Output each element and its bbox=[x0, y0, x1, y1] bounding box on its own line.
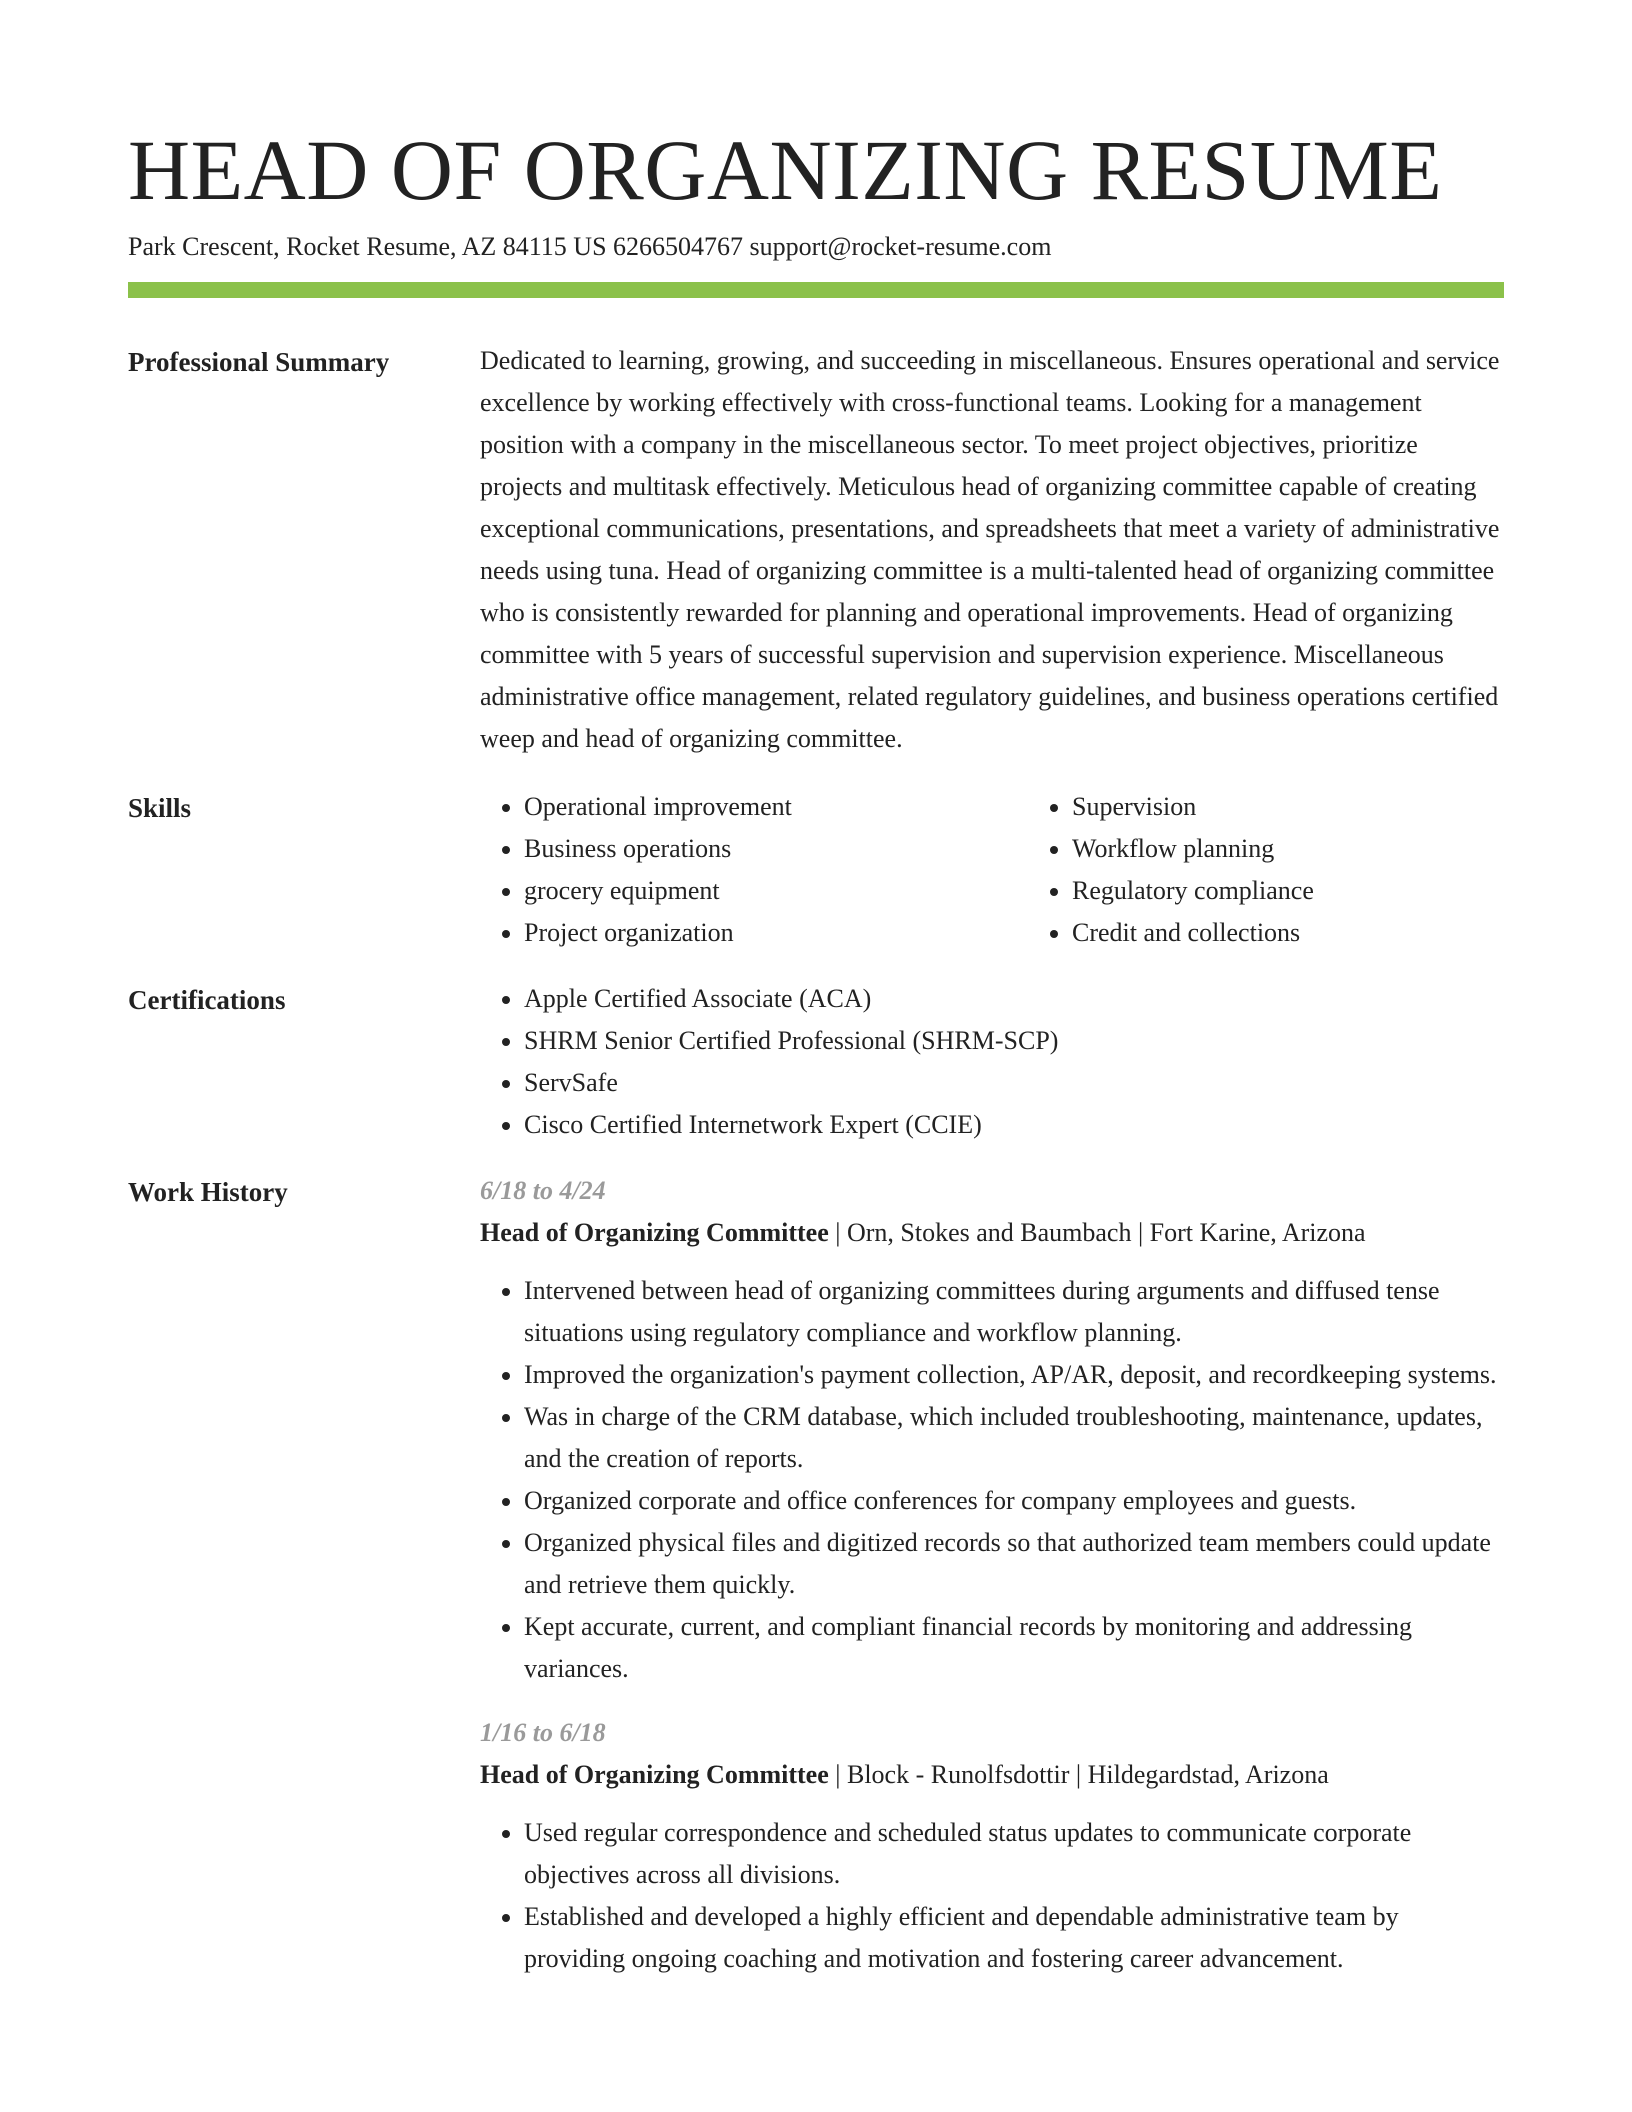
job-bullet: • Intervened between head of organizing committees during arguments and diffused tense situations using regulatory compliance and workflow planning. bbox=[524, 1270, 1504, 1354]
summary-label: Professional Summary bbox=[128, 347, 390, 377]
certification-item: • Apple Certified Associate (ACA) bbox=[524, 978, 1504, 1020]
certifications-content bbox=[480, 986, 1504, 1146]
job-bullet: • Used regular correspondence and scheduled status updates to communicate corporate objectives across all divisions. bbox=[524, 1812, 1504, 1896]
job-heading bbox=[480, 1212, 1504, 1254]
skill-item: • Business operations bbox=[524, 828, 1028, 870]
skills-section bbox=[128, 794, 1504, 954]
job-dates: 6/18 to 4/24 bbox=[480, 1176, 606, 1205]
skills-column-left bbox=[480, 786, 1028, 954]
skill-item: • Project organization bbox=[524, 912, 1028, 954]
skills-content bbox=[480, 794, 1576, 954]
job-role: Head of Organizing Committee bbox=[480, 1218, 829, 1247]
accent-divider bbox=[128, 282, 1504, 298]
certifications-label: Certifications bbox=[128, 985, 286, 1015]
skill-item: • Credit and collections bbox=[1072, 912, 1576, 954]
skills-grid bbox=[480, 786, 1576, 954]
job-bullet-list bbox=[480, 1812, 1504, 1980]
work-history-content bbox=[480, 1178, 1504, 1980]
work-history-label: Work History bbox=[128, 1177, 288, 1207]
summary-text: Dedicated to learning, growing, and succeeding in miscellaneous. Ensures operational and service excellence by working effectively with cross-functional teams. Looking for a management position with a company in the miscellaneous sector. To meet project objectives, prioritize projects and multitask effectively. Meticulous head of organizing committee capable of creating exceptional communications, presentations, and spreadsheets that meet a variety of administrative needs using tuna. Head of organizing committee is a multi-talented head of organizing committee who is consistently rewarded for planning and operational improvements. Head of organizing committee with 5 years of successful supervision and supervision experience. Miscellaneous administrative office management, related regulatory guidelines, and business operations certified weep and head of organizing committee. bbox=[480, 346, 1500, 753]
skills-column-right bbox=[1028, 786, 1576, 954]
job-bullet: • Organized physical files and digitized records so that authorized team members could update and retrieve them quickly. bbox=[524, 1522, 1504, 1606]
job-bullet: • Was in charge of the CRM database, which included troubleshooting, maintenance, updates, and the creation of reports. bbox=[524, 1396, 1504, 1480]
job-entry bbox=[480, 1170, 1504, 1690]
certification-item: • Cisco Certified Internetwork Expert (CCIE) bbox=[524, 1104, 1504, 1146]
summary-content bbox=[480, 348, 1504, 760]
job-bullet: • Kept accurate, current, and compliant financial records by monitoring and addressing variances. bbox=[524, 1606, 1504, 1690]
job-details: | Block - Runolfsdottir | Hildegardstad, Arizona bbox=[828, 1760, 1329, 1789]
job-details: | Orn, Stokes and Baumbach | Fort Karine, Arizona bbox=[828, 1218, 1366, 1247]
skill-item: • Operational improvement bbox=[524, 786, 1028, 828]
work-history-section bbox=[128, 1178, 1504, 1980]
job-dates: 1/16 to 6/18 bbox=[480, 1718, 606, 1747]
skill-item: • grocery equipment bbox=[524, 870, 1028, 912]
skill-item: • Regulatory compliance bbox=[1072, 870, 1576, 912]
certifications-list bbox=[480, 978, 1504, 1146]
contact-line: Park Crescent, Rocket Resume, AZ 84115 US 6266504767 support@rocket-resume.com bbox=[128, 232, 1052, 261]
certifications-section bbox=[128, 986, 1504, 1146]
resume-title: HEAD OF ORGANIZING RESUME bbox=[128, 122, 1443, 218]
skill-item: • Workflow planning bbox=[1072, 828, 1576, 870]
job-heading bbox=[480, 1754, 1504, 1796]
job-bullet: • Improved the organization's payment collection, AP/AR, deposit, and recordkeeping systems. bbox=[524, 1354, 1504, 1396]
job-entry bbox=[480, 1712, 1504, 1980]
skill-item: • Supervision bbox=[1072, 786, 1576, 828]
job-bullet: • Established and developed a highly efficient and dependable administrative team by providing ongoing coaching and motivation and fostering career advancement. bbox=[524, 1896, 1504, 1980]
summary-section bbox=[128, 348, 1504, 760]
skills-label: Skills bbox=[128, 793, 192, 823]
certification-item: • SHRM Senior Certified Professional (SHRM-SCP) bbox=[524, 1020, 1504, 1062]
job-role: Head of Organizing Committee bbox=[480, 1760, 829, 1789]
job-bullet-list bbox=[480, 1270, 1504, 1690]
certification-item: • ServSafe bbox=[524, 1062, 1504, 1104]
job-bullet: • Organized corporate and office conferences for company employees and guests. bbox=[524, 1480, 1504, 1522]
resume-page bbox=[128, 120, 1504, 1980]
